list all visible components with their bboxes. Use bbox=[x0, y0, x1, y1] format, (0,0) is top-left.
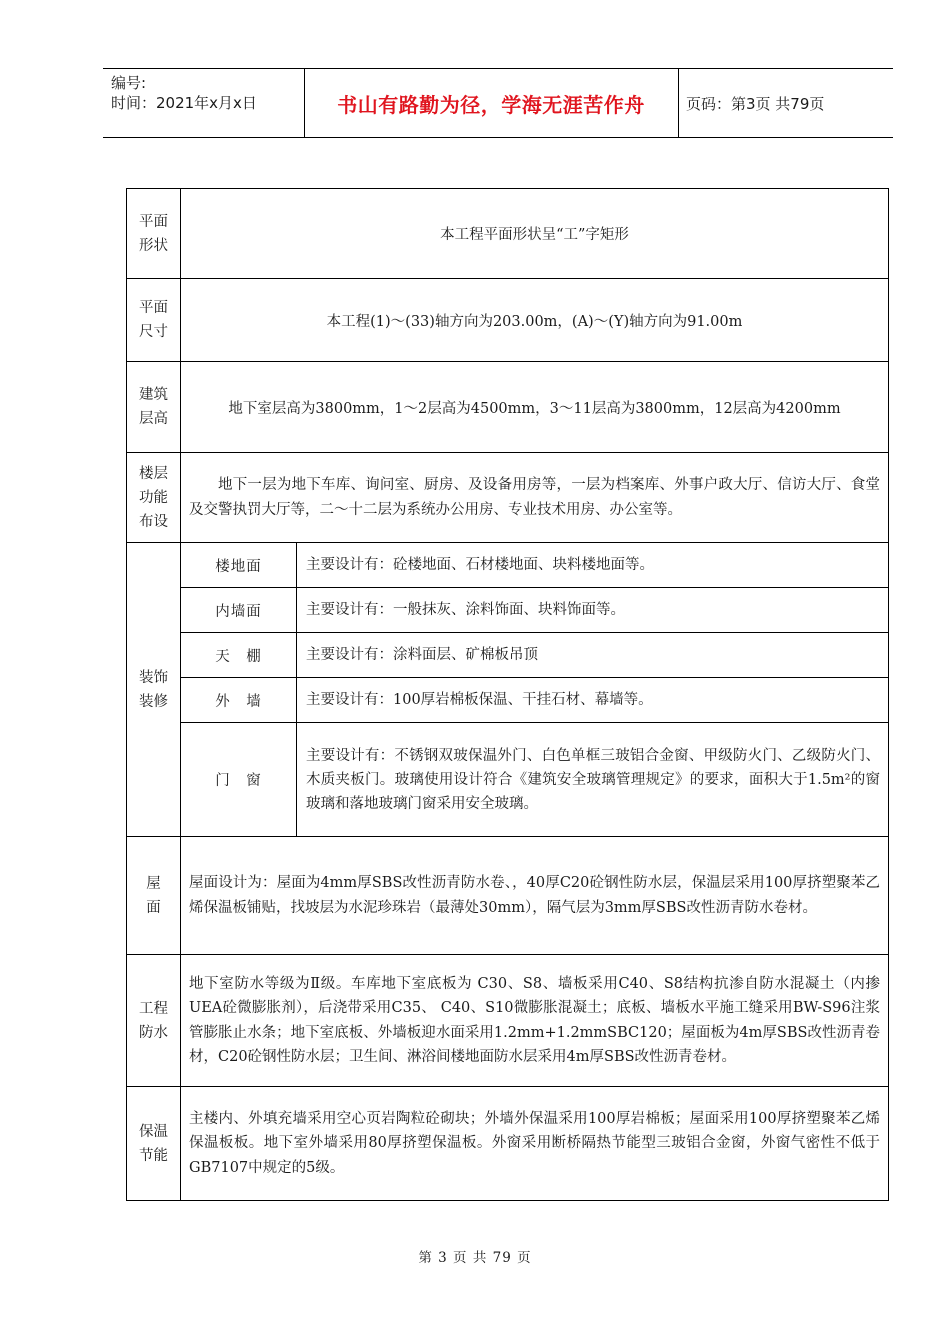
decoration-label: 装饰 装修 bbox=[139, 669, 168, 710]
table-row bbox=[127, 723, 889, 837]
decoration-item-name: 内墙面 bbox=[181, 588, 297, 633]
plan-size-label: 平面 尺寸 bbox=[139, 300, 168, 340]
page-header bbox=[103, 68, 893, 138]
decoration-item-text: 主要设计有：砼楼地面、石材楼地面、块料楼地面等。 bbox=[297, 543, 889, 588]
table-row bbox=[127, 955, 889, 1087]
decoration-item-text: 主要设计有：100厚岩棉板保温、干挂石材、幕墙等。 bbox=[297, 678, 889, 723]
row-label bbox=[127, 189, 181, 279]
floor-function-text: 地下一层为地下车库、询问室、厨房、及设备用房等，一层为档案库、外事户政大厅、信访大厅、食堂及交警执罚大厅等，二～十二层为系统办公用房、专业技术用房、办公室等。 bbox=[181, 453, 889, 543]
table-row bbox=[127, 189, 889, 279]
table-row bbox=[127, 453, 889, 543]
row-label bbox=[127, 1087, 181, 1201]
row-label bbox=[127, 279, 181, 362]
doc-number-label: 编号: bbox=[111, 74, 147, 92]
table-row bbox=[127, 837, 889, 955]
table-row bbox=[127, 279, 889, 362]
waterproof-text: 地下室防水等级为Ⅱ级。车库地下室底板为 C30、S8、墙板采用C40、S8结构抗渗自防水混凝土（内掺UEA砼微膨胀剂），后浇带采用C35、 C40、S10微膨胀混凝土；底板、墙板水平施工缝采用BW-S96注浆管膨胀止水条；地下室底板、外墙板迎水面采用1.2mm+1.2mmSBC120；屋面板为4m厚SBS改性沥青卷材，C20砼钢性防水层；卫生间、淋浴间楼地面防水层采用4m厚SBS改性沥青卷材。 bbox=[181, 955, 889, 1087]
floor-height-label: 建筑 层高 bbox=[139, 387, 168, 427]
header-divider bbox=[678, 69, 679, 137]
header-motto: 书山有路勤为径，学海无涯苦作舟 bbox=[337, 92, 645, 117]
insulation-label: 保温 节能 bbox=[139, 1123, 168, 1164]
plan-size-text: 本工程(1)～(33)轴方向为203.00m，(A)～(Y)轴方向为91.00m bbox=[181, 279, 889, 362]
decoration-item-name: 楼地面 bbox=[181, 543, 297, 588]
table-row bbox=[127, 588, 889, 633]
row-label bbox=[127, 362, 181, 453]
table-row bbox=[127, 678, 889, 723]
roof-label: 屋 面 bbox=[146, 875, 161, 916]
table-row bbox=[127, 1087, 889, 1201]
project-overview-table bbox=[126, 188, 889, 1201]
decoration-item-text: 主要设计有：一般抹灰、涂料饰面、块料饰面等。 bbox=[297, 588, 889, 633]
header-meta bbox=[111, 73, 257, 113]
plan-shape-text: 本工程平面形状呈“工”字矩形 bbox=[181, 189, 889, 279]
decoration-item-name: 门 窗 bbox=[181, 723, 297, 837]
table-row bbox=[127, 362, 889, 453]
floor-height-text: 地下室层高为3800mm，1～2层高为4500mm，3～11层高为3800mm，12层高为4200mm bbox=[181, 362, 889, 453]
insulation-text: 主楼内、外填充墙采用空心页岩陶粒砼砌块；外墙外保温采用100厚岩棉板；屋面采用100厚挤塑聚苯乙烯保温板板。地下室外墙采用80厚挤塑保温板。外窗采用断桥隔热节能型三玻铝合金窗，外窗气密性不低于GB7107中规定的5级。 bbox=[181, 1087, 889, 1201]
plan-shape-label: 平面 形状 bbox=[139, 213, 168, 254]
decoration-item-name: 天 棚 bbox=[181, 633, 297, 678]
row-label bbox=[127, 453, 181, 543]
roof-text: 屋面设计为：屋面为4mm厚SBS改性沥青防水卷、，40厚C20砼钢性防水层，保温层采用100厚挤塑聚苯乙烯保温板铺贴，找坡层为水泥珍珠岩（最薄处30mm），隔气层为3mm厚SBS改性沥青防水卷材。 bbox=[181, 837, 889, 955]
decoration-item-text: 主要设计有：不锈钢双玻保温外门、白色单框三玻铝合金窗、甲级防火门、乙级防火门、木质夹板门。玻璃使用设计符合《建筑安全玻璃管理规定》的要求，面积大于1.5m²的窗玻璃和落地玻璃门窗采用安全玻璃。 bbox=[297, 723, 889, 837]
header-page-info: 页码：第3页 共79页 bbox=[686, 94, 825, 113]
decoration-item-text: 主要设计有：涂料面层、矿棉板吊顶 bbox=[297, 633, 889, 678]
waterproof-label: 工程 防水 bbox=[139, 1000, 168, 1041]
table-row bbox=[127, 543, 889, 588]
floor-function-label: 楼层 功能 布设 bbox=[139, 465, 168, 530]
decoration-item-name: 外 墙 bbox=[181, 678, 297, 723]
row-label bbox=[127, 955, 181, 1087]
row-label bbox=[127, 543, 181, 837]
table-row bbox=[127, 633, 889, 678]
page-footer: 第 3 页 共 79 页 bbox=[418, 1250, 532, 1266]
doc-time-label: 时间：2021年x月x日 bbox=[111, 94, 257, 112]
row-label bbox=[127, 837, 181, 955]
